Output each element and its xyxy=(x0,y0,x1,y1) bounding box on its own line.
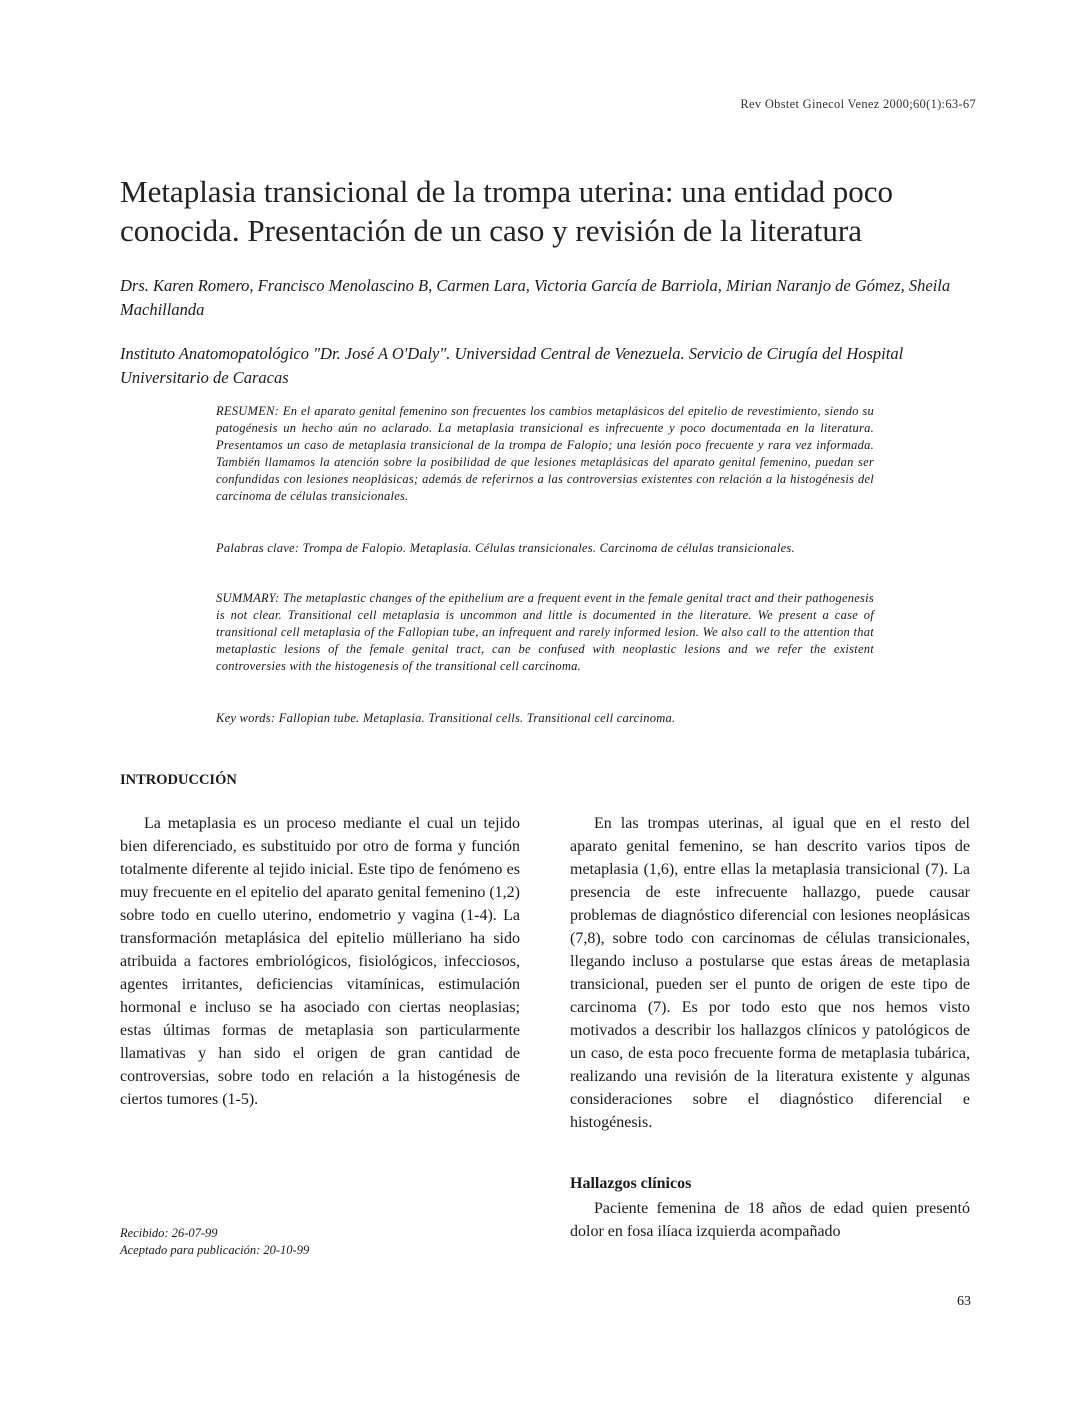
clinical-text xyxy=(570,1197,970,1243)
publication-dates xyxy=(120,1225,309,1259)
keywords-spanish: Palabras clave: Trompa de Falopio. Metaplasia. Células transicionales. Carcinoma de células transicionales. xyxy=(216,541,795,555)
abstract-english: SUMMARY: The metaplastic changes of the epithelium are a frequent event in the female genital tract and their pathogenesis is not clear. Transitional cell metaplasia is uncommon and little is documented in the literature. We present a case of transitional cell metaplasia of the Fallopian tube, an infrequent and rarely informed lesion. We also call to the attention that metaplastic lesions of the female genital tract, can be confused with neoplastic lesions and we refer the existent controversies with the histogenesis of the transitional cell carcinoma. xyxy=(216,591,874,673)
author-list: Drs. Karen Romero, Francisco Menolascino B, Carmen Lara, Victoria García de Barriola, Mirian Naranjo de Gómez, Sheila Machillanda xyxy=(120,276,951,319)
body-column-left xyxy=(120,812,520,1111)
body-column-right xyxy=(570,812,970,1134)
section-heading-introduction: INTRODUCCIÓN xyxy=(120,772,237,788)
intro-paragraph-2: En las trompas uterinas, al igual que en el resto del aparato genital femenino, se han descrito varios tipos de metaplasia (1,6), entre ellas la metaplasia transicional (7). La presencia de este infrecuente hallazgo, puede causar problemas de diagnóstico diferencial con lesiones neoplásicas (7,8), sobre todo con carcinomas de células transicionales, llegando incluso a postularse que estas áreas de metaplasia transicional, pueden ser el punto de origen de este tipo de carcinoma (7). Es por todo esto que nos hemos visto motivados a describir los hallazgos clínicos y patológicos de un caso, de esta poco frecuente forma de metaplasia tubárica, realizando una revisión de la literatura existente y algunas consideraciones sobre el diagnóstico diferencial e histogénesis. xyxy=(570,815,970,1131)
section-heading-clinical: Hallazgos clínicos xyxy=(570,1175,692,1192)
journal-citation: Rev Obstet Ginecol Venez 2000;60(1):63-67 xyxy=(740,97,976,111)
clinical-paragraph: Paciente femenina de 18 años de edad quien presentó dolor en fosa ilíaca izquierda acompañado xyxy=(570,1200,970,1240)
page-number: 63 xyxy=(957,1294,971,1309)
intro-paragraph-1: La metaplasia es un proceso mediante el cual un tejido bien diferenciado, es substituido por otro de forma y función totalmente diferente al tejido inicial. Este tipo de fenómeno es muy frecuente en el epitelio del aparato genital femenino (1,2) sobre todo en cuello uterino, endometrio y vagina (1-4). La transformación metaplásica del epitelio mülleriano ha sido atribuida a factores embriológicos, fisiológicos, infecciosos, agentes irritantes, deficiencias vitamínicas, estimulación hormonal e incluso se ha asociado con ciertas neoplasias; estas últimas formas de metaplasia son particularmente llamativas y han sido el origen de gran cantidad de controversias, sobre todo en relación a la histogénesis de ciertos tumores (1-5). xyxy=(120,815,520,1108)
accepted-date: Aceptado para publicación: 20-10-99 xyxy=(120,1243,310,1257)
affiliation: Instituto Anatomopatológico "Dr. José A O'Daly". Universidad Central de Venezuela. Servicio de Cirugía del Hospital Universitario de Caracas xyxy=(120,344,904,387)
keywords-english: Key words: Fallopian tube. Metaplasia. Transitional cells. Transitional cell carcinoma. xyxy=(216,711,676,725)
abstract-spanish: RESUMEN: En el aparato genital femenino son frecuentes los cambios metaplásicos del epitelio de revestimiento, siendo su patogénesis un hecho aún no aclarado. La metaplasia transicional es infrecuente y poco documentada en la literatura. Presentamos un caso de metaplasia transicional de la trompa de Falopio; una lesión poco frecuente y rara vez informada. También llamamos la atención sobre la posibilidad de que lesiones metaplásicas del aparato genital femenino, puedan ser confundidas con lesiones neoplásicas; además de referirnos a las controversias existentes con relación a la histogénesis del carcinoma de células transicionales. xyxy=(216,404,874,503)
received-date: Recibido: 26-07-99 xyxy=(120,1226,218,1240)
article-title: Metaplasia transicional de la trompa uterina: una entidad poco conocida. Presentación de un caso y revisión de la literatura xyxy=(120,174,894,248)
